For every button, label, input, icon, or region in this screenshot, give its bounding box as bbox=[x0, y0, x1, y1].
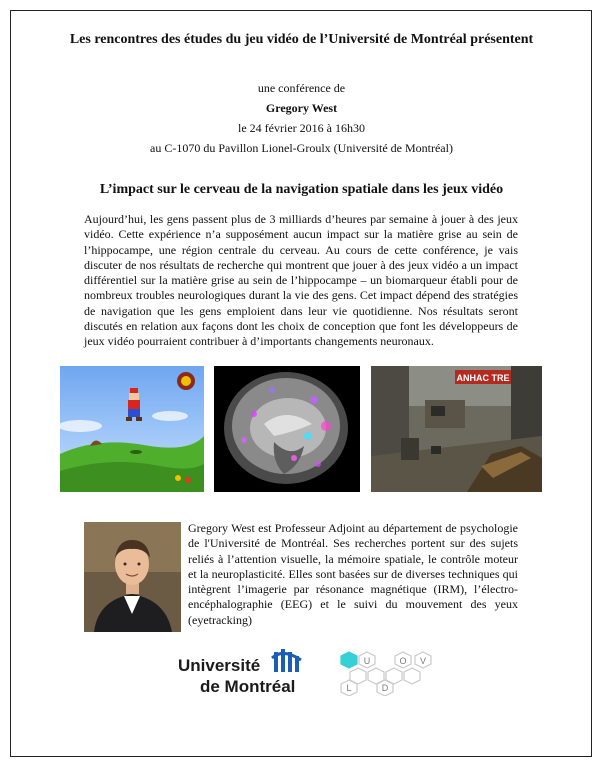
shooter-game-image bbox=[371, 366, 542, 492]
ludov-letter-u: U bbox=[363, 656, 371, 666]
intro-text: une conférence de bbox=[257, 81, 346, 95]
udem-logo bbox=[178, 648, 303, 698]
ludov-letter-d: D bbox=[381, 683, 389, 693]
udem-logo-line2: de Montréal bbox=[200, 677, 296, 696]
brain-mri-image bbox=[214, 366, 360, 492]
sign-text: ANHAC TRE bbox=[456, 373, 510, 383]
mario-game-image bbox=[60, 366, 204, 492]
ludov-logo bbox=[337, 650, 437, 696]
page-title: Les rencontres des études du jeu vidéo de l’Université de Montréal présentent bbox=[69, 32, 534, 47]
speaker-name: Gregory West bbox=[265, 101, 338, 115]
speaker-photo bbox=[84, 522, 181, 632]
ludov-letter-l: L bbox=[346, 683, 352, 693]
udem-logo-line1: Université bbox=[178, 656, 261, 675]
event-location: au C-1070 du Pavillon Lionel-Groulx (Université de Montréal) bbox=[150, 141, 453, 155]
talk-abstract: Aujourd’hui, les gens passent plus de 3 milliards d’heures par semaine à jouer à des jeux vidéo. Cette expérience n’a supposément aucun impact sur la matière grise au sein de l’hippocampe, une région centrale du cerveau. Au cours de cette conférence, je vais discuter de nos résultats de recherche qui montrent que jouer à des jeux vidéo a un impact différentiel sur la matière grise au sein de l’hippocampe – un biomarqueur établi pour de nombreux troubles neurologiques durant la vie des gens. Cet impact dépend des stratégies de navigation que les gens emploient dans leur vie quotidienne. Nos résultats seront discutés en relation aux façons dont les choix de conception que font les développeurs de jeux vidéo pourraient contribuer à d’importants changements neuronaux. bbox=[84, 212, 518, 349]
ludov-letter-v: V bbox=[419, 656, 427, 666]
udem-emblem-icon bbox=[272, 649, 301, 672]
speaker-bio: Gregory West est Professeur Adjoint au département de psychologie de l'Université de Montréal. Ses recherches portent sur des sujets reliés à l’attention visuelle, la mémoire spatiale, le contrôle moteur et la neuroplasticité. Elles sont basées sur de diverses techniques qui intègrent l’imagerie par résonance magnétique (IRM), l’électro-encéphalographie (EEG) et le suivi du mouvement des yeux (eyetracking) bbox=[188, 521, 518, 627]
ludov-letter-o: O bbox=[399, 656, 407, 666]
event-date: le 24 février 2016 à 16h30 bbox=[238, 121, 365, 135]
talk-title: L’impact sur le cerveau de la navigation spatiale dans les jeux vidéo bbox=[99, 182, 504, 197]
